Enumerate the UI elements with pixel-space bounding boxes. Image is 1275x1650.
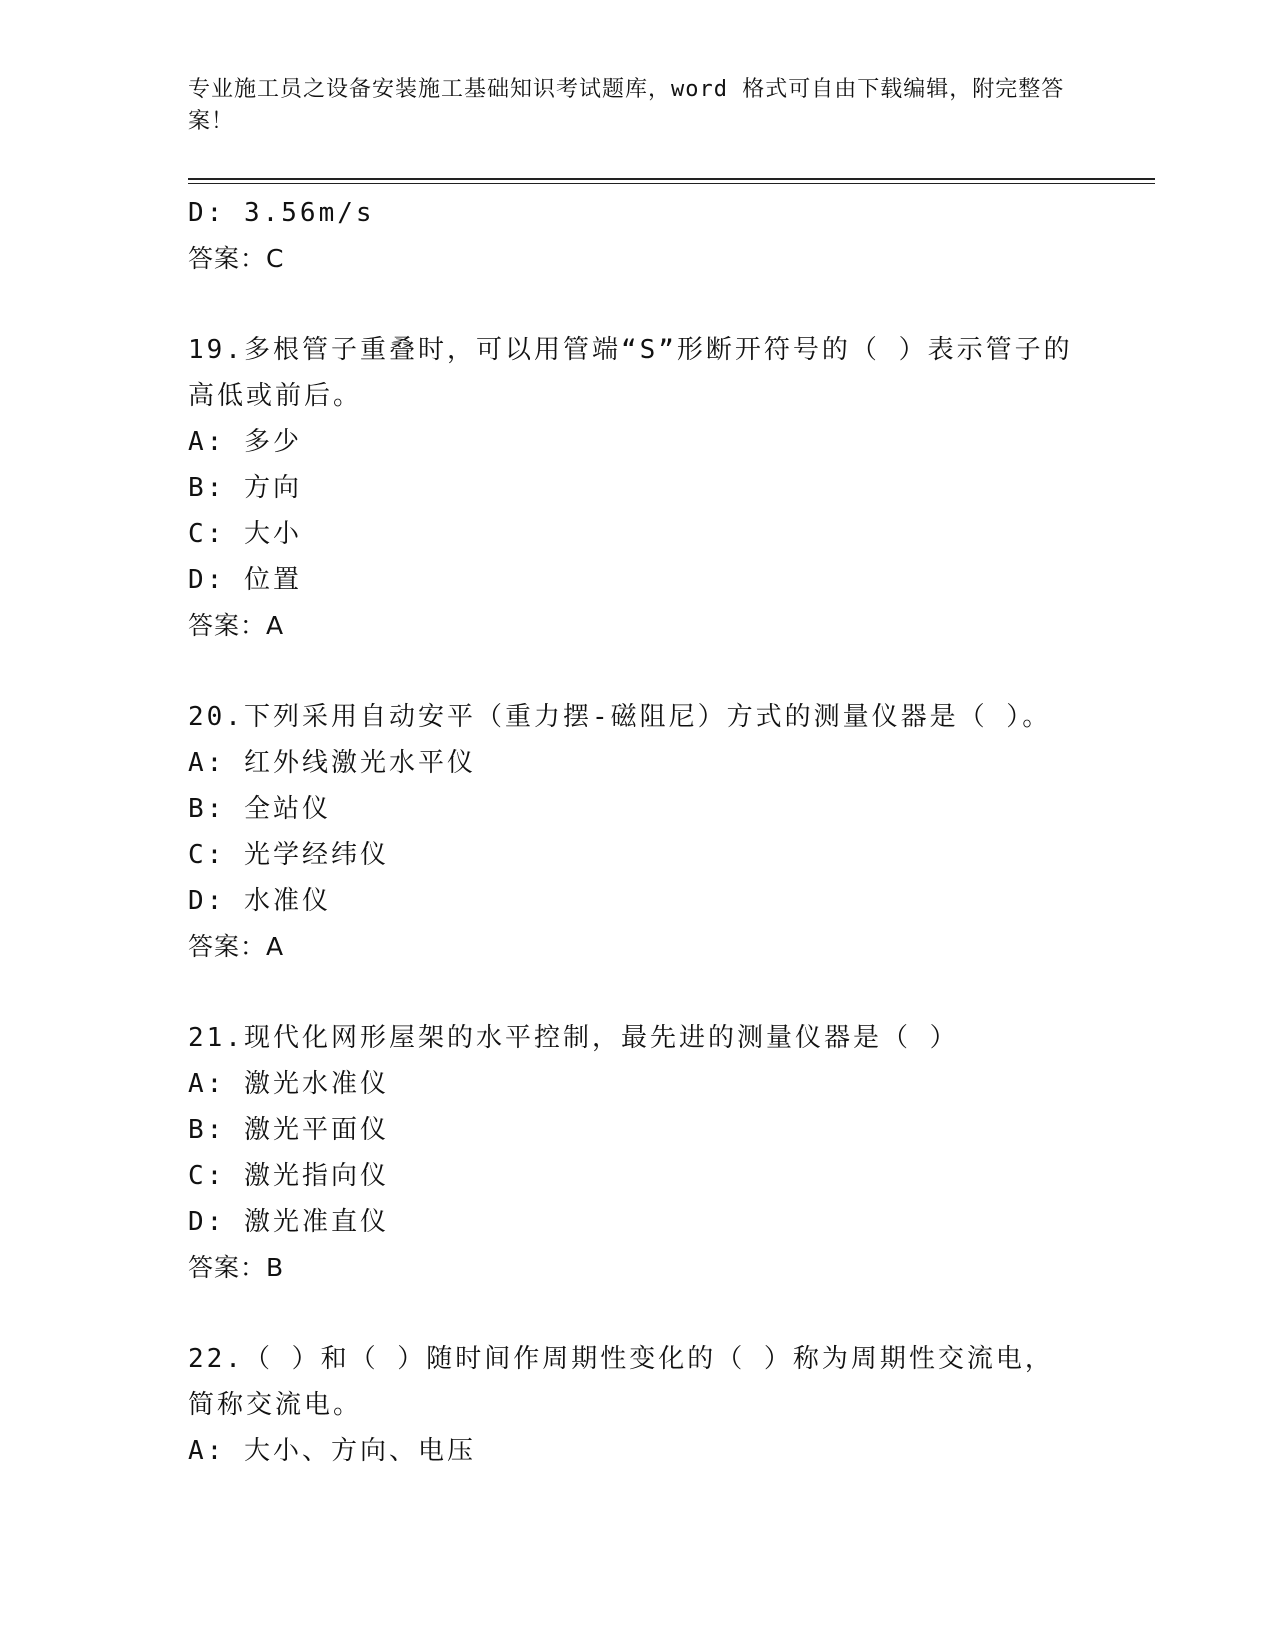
- option-d: D: 激光准直仪: [188, 1207, 389, 1237]
- option-c: C: 激光指向仪: [188, 1161, 389, 1191]
- option-d: D: 水准仪: [188, 886, 331, 916]
- question-22: [188, 1336, 1088, 1474]
- option-b: B: 激光平面仪: [188, 1115, 389, 1145]
- header-divider-thin: [188, 183, 1155, 184]
- prev-answer: 答案：C: [188, 244, 285, 273]
- option-a: A: 激光水准仪: [188, 1069, 389, 1099]
- option-c: C: 光学经纬仪: [188, 840, 389, 870]
- option-c: C: 大小: [188, 519, 302, 549]
- answer: 答案：A: [188, 932, 285, 961]
- question-stem: 19.多根管子重叠时，可以用管端“S”形断开符号的（ ）表示管子的高低或前后。: [188, 335, 1073, 411]
- option-a: A: 多少: [188, 427, 302, 457]
- spacer: [188, 970, 1088, 1015]
- question-20: [188, 694, 1088, 970]
- answer: 答案：A: [188, 611, 285, 640]
- question-list: [188, 190, 1088, 1474]
- document-header: 专业施工员之设备安装施工基础知识考试题库，word 格式可自由下载编辑，附完整答案！: [188, 77, 1065, 134]
- prev-option-d: D: 3.56m/s: [188, 198, 375, 228]
- header-divider-thick: [188, 178, 1155, 180]
- question-19: [188, 327, 1088, 649]
- spacer: [188, 1291, 1088, 1336]
- spacer: [188, 649, 1088, 694]
- question-stem: 20.下列采用自动安平（重力摆-磁阻尼）方式的测量仪器是（ ）。: [188, 702, 1052, 732]
- question-stem: 22.（ ）和（ ）随时间作周期性变化的（ ）称为周期性交流电，简称交流电。: [188, 1344, 1054, 1420]
- option-b: B: 方向: [188, 473, 302, 503]
- spacer: [188, 282, 1088, 327]
- option-d: D: 位置: [188, 565, 302, 595]
- option-a: A: 红外线激光水平仪: [188, 748, 476, 778]
- option-a: A: 大小、方向、电压: [188, 1436, 476, 1466]
- question-21: [188, 1015, 1088, 1291]
- option-b: B: 全站仪: [188, 794, 331, 824]
- answer: 答案：B: [188, 1253, 285, 1282]
- question-stem: 21.现代化网形屋架的水平控制，最先进的测量仪器是（ ）: [188, 1023, 959, 1053]
